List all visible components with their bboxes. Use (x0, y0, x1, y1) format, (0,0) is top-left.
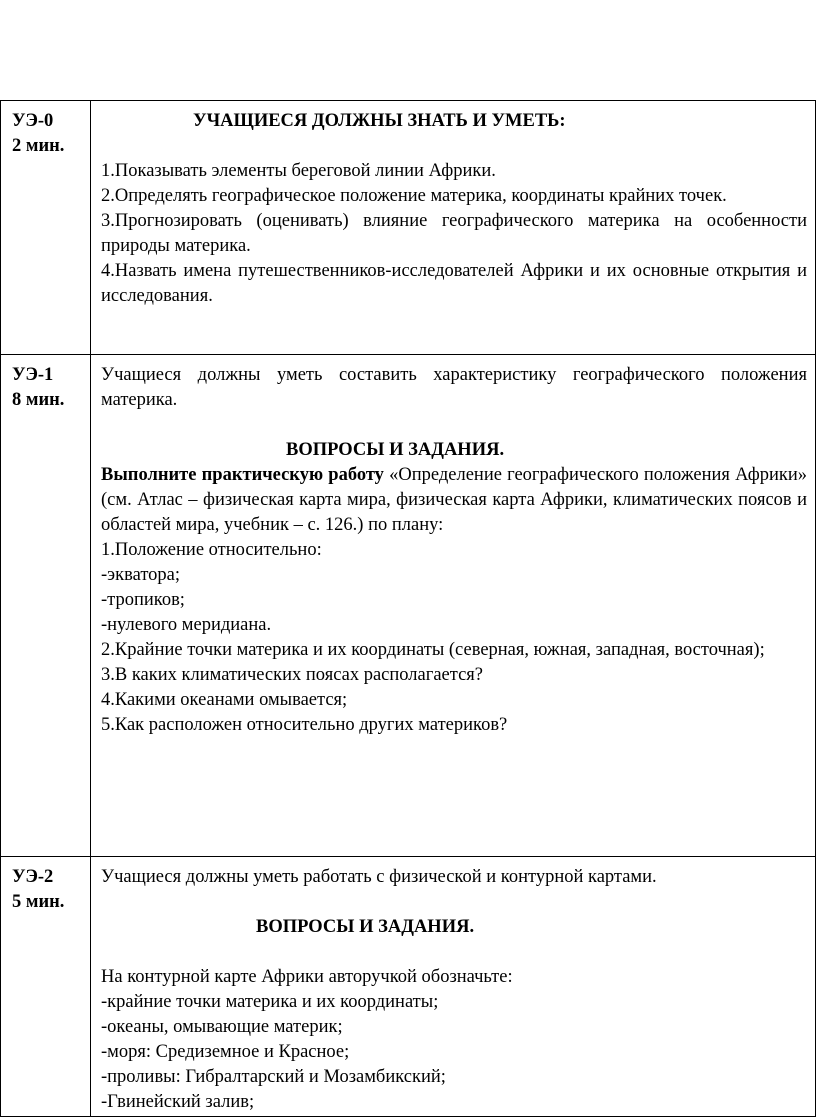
section-title: УЧАЩИЕСЯ ДОЛЖНЫ ЗНАТЬ И УМЕТЬ: (193, 111, 566, 131)
unit-code: УЭ-1 (12, 365, 54, 385)
list-item: 3.Прогнозировать (оценивать) влияние географического материка на особенности природы материка. (101, 211, 807, 256)
table-row (1, 355, 816, 857)
lesson-table (0, 100, 816, 1117)
list-item: 4.Назвать имена путешественников-исследователей Африки и их основные открытия и исследования. (101, 261, 807, 306)
list-item: -нулевого меридиана. (101, 615, 272, 635)
row-code-cell (1, 101, 91, 355)
list-item: -тропиков; (101, 590, 185, 610)
unit-code: УЭ-2 (12, 867, 54, 887)
unit-time: 8 мин. (12, 390, 65, 410)
task-bold: Выполните практическую работу (101, 465, 384, 485)
list-item: -проливы: Гибралтарский и Мозамбикский; (101, 1067, 446, 1087)
list-item: -моря: Средиземное и Красное; (101, 1042, 350, 1062)
task-text (101, 463, 807, 538)
list-item: -крайние точки материка и их координаты; (101, 992, 439, 1012)
list-item: 1.Положение относительно: (101, 540, 322, 560)
unit-time: 5 мин. (12, 892, 65, 912)
section-title: ВОПРОСЫ И ЗАДАНИЯ. (256, 917, 475, 937)
row-content-cell (91, 101, 816, 355)
row-content-cell (91, 355, 816, 857)
unit-code: УЭ-0 (12, 111, 54, 131)
row-code-cell (1, 857, 91, 1117)
list-item: -экватора; (101, 565, 181, 585)
lead-text: На контурной карте Африки авторучкой обозначьте: (101, 967, 513, 987)
task-rest: «Определение географического положения Африки» (см. Атлас – физическая карта мира, физическая карта Африки, климатических поясов и областей мира, учебник – с. 126.) по плану: (101, 465, 807, 535)
table-row (1, 101, 816, 355)
row-content-cell (91, 857, 816, 1117)
list-item: -Гвинейский залив; (101, 1092, 255, 1112)
list-item: 2.Определять географическое положение материка, координаты крайних точек. (101, 186, 727, 206)
intro-text: Учащиеся должны уметь составить характеристику географического положения материка. (101, 365, 807, 410)
section-title: ВОПРОСЫ И ЗАДАНИЯ. (286, 440, 505, 460)
unit-time: 2 мин. (12, 136, 65, 156)
list-item: 3.В каких климатических поясах располагается? (101, 665, 483, 685)
list-item: 2.Крайние точки материка и их координаты (северная, южная, западная, восточная); (101, 640, 765, 660)
list-item: 4.Какими океанами омывается; (101, 690, 348, 710)
intro-text: Учащиеся должны уметь работать с физической и контурной картами. (101, 867, 657, 887)
list-item: 1.Показывать элементы береговой линии Африки. (101, 161, 496, 181)
list-item: 5.Как расположен относительно других материков? (101, 715, 508, 735)
list-item: -океаны, омывающие материк; (101, 1017, 343, 1037)
row-code-cell (1, 355, 91, 857)
table-row (1, 857, 816, 1117)
